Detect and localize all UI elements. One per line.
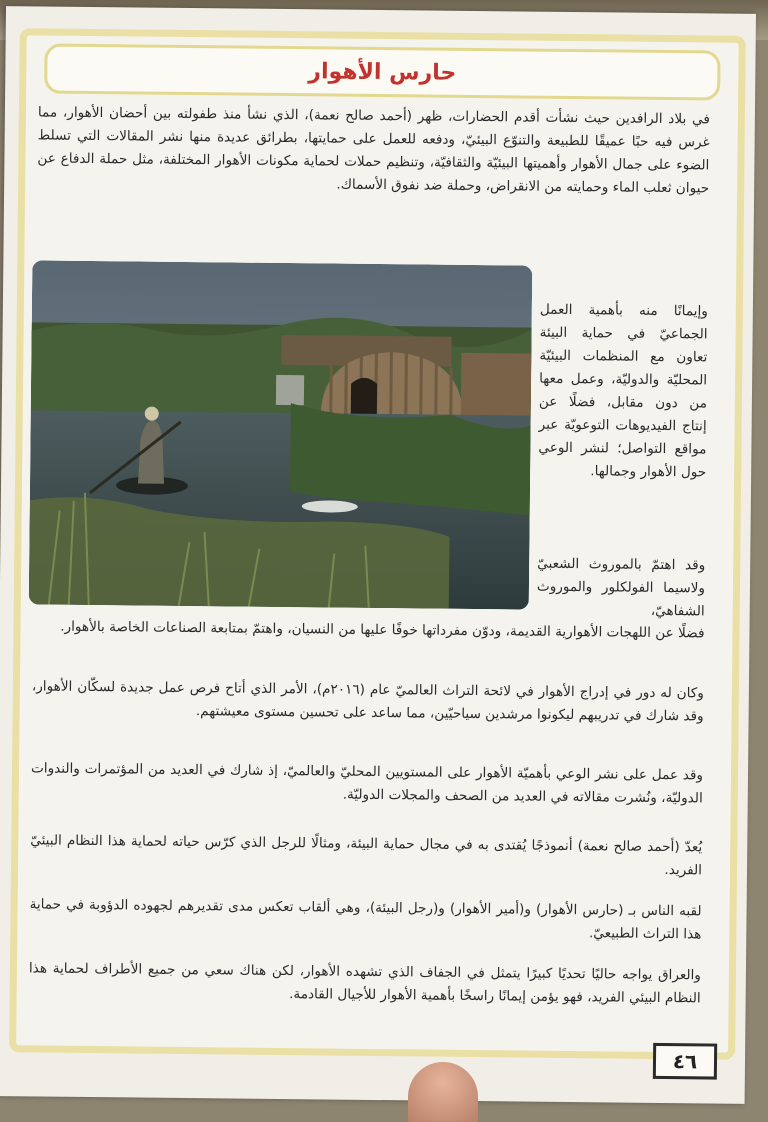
marsh-photo	[29, 260, 533, 609]
marsh-photo-illustration	[29, 260, 533, 609]
paragraph-intro: في بلاد الرافدين حيث نشأت أقدم الحضارات، ظهر (أحمد صالح نعمة)، الذي نشأ منذ طفولته بين أحضان الأهوار، مما غرس فيه حبًا عميقًا للطبيعة والتنوّع البيئيّ، ودفعه للعمل على حمايتها، بطرائق عديدة منها نشر المقالات التي تسلط الضوء على جمال الأهوار وأهميتها البيئيّة والثقافيّة، وتنظيم حملات لحماية مكونات الأهوار المختلفة، مثل حملة الدفاع عن حيوان ثعلب الماء وحمايته من الانقراض، وحملة ضد نفوق الأسماك.	[37, 104, 710, 197]
paragraph-world-heritage: وكان له دور في إدراج الأهوار في لائحة التراث العالميّ عام (٢٠١٦م)، الأمر الذي أتاح فرص عمل جديدة لسكّان الأهوار، وقد شارك في تدريبهم ليكونوا مرشدين سياحيّين، مما ساعد على تحسين مستوى معيشتهم.	[31, 678, 704, 725]
paragraph-awareness: وقد عمل على نشر الوعي بأهميّة الأهوار على المستويين المحليّ والعالميّ، إذ شارك في العديد من المؤتمرات والندوات الدوليّة، ونُشرت مقالاته في العديد من الصحف والمجلات الدوليّة.	[30, 760, 704, 807]
paragraph-heritage-end: فضلًا عن اللهجات الأهوارية القديمة، ودوّن مفرداتها خوفًا عليها من النسيان، واهتمّ بمتابعة الصناعات الخاصة بالأهوار.	[60, 618, 705, 642]
page-title: حارس الأهوار	[308, 58, 457, 86]
paragraph-drought: والعراق يواجه حاليًا تحديًا كبيرًا يتمثل في الجفاف الذي تشهده الأهوار، لكن هناك سعي من جميع الأطراف لحماية هذا النظام البيئي الفريد، فهو يؤمن إيمانًا راسخًا بأهمية الأهوار للأجيال القادمة.	[28, 960, 701, 1007]
book-page	[0, 6, 756, 1104]
title-banner	[44, 43, 720, 100]
page-frame	[9, 28, 746, 1060]
paragraph-heritage-start: وقد اهتمّ بالموروث الشعبيّ ولاسيما الفولكلور والموروث الشفاهيّ،	[536, 555, 706, 620]
page-number: ٤٦	[653, 1043, 717, 1080]
paragraph-teamwork: وإيمانًا منه بأهمية العمل الجماعيّ في حماية البيئة تعاون مع المنظمات البيئيّة المحليّة والدوليّة، وعمل معها من دون مقابل، فضلًا عن إنتاج الفيديوهات التوعويّة عبر مواقع التواصل؛ لنشر الوعي حول الأهوار وجمالها.	[538, 301, 708, 481]
paragraph-titles: لقبه الناس بـ (حارس الأهوار) و(أمير الأهوار) و(رجل البيئة)، وهي ألقاب تعكس مدى تقديرهم لجهوده الدؤوبة في حماية هذا التراث الطبيعيّ.	[29, 896, 702, 943]
paragraph-role-model: يُعدّ (أحمد صالح نعمة) أنموذجًا يُقتدى به في مجال حماية البيئة، ومثالًا للرجل الذي كرّس حياته لحماية هذا النظام البيئيّ الفريد.	[30, 832, 703, 879]
